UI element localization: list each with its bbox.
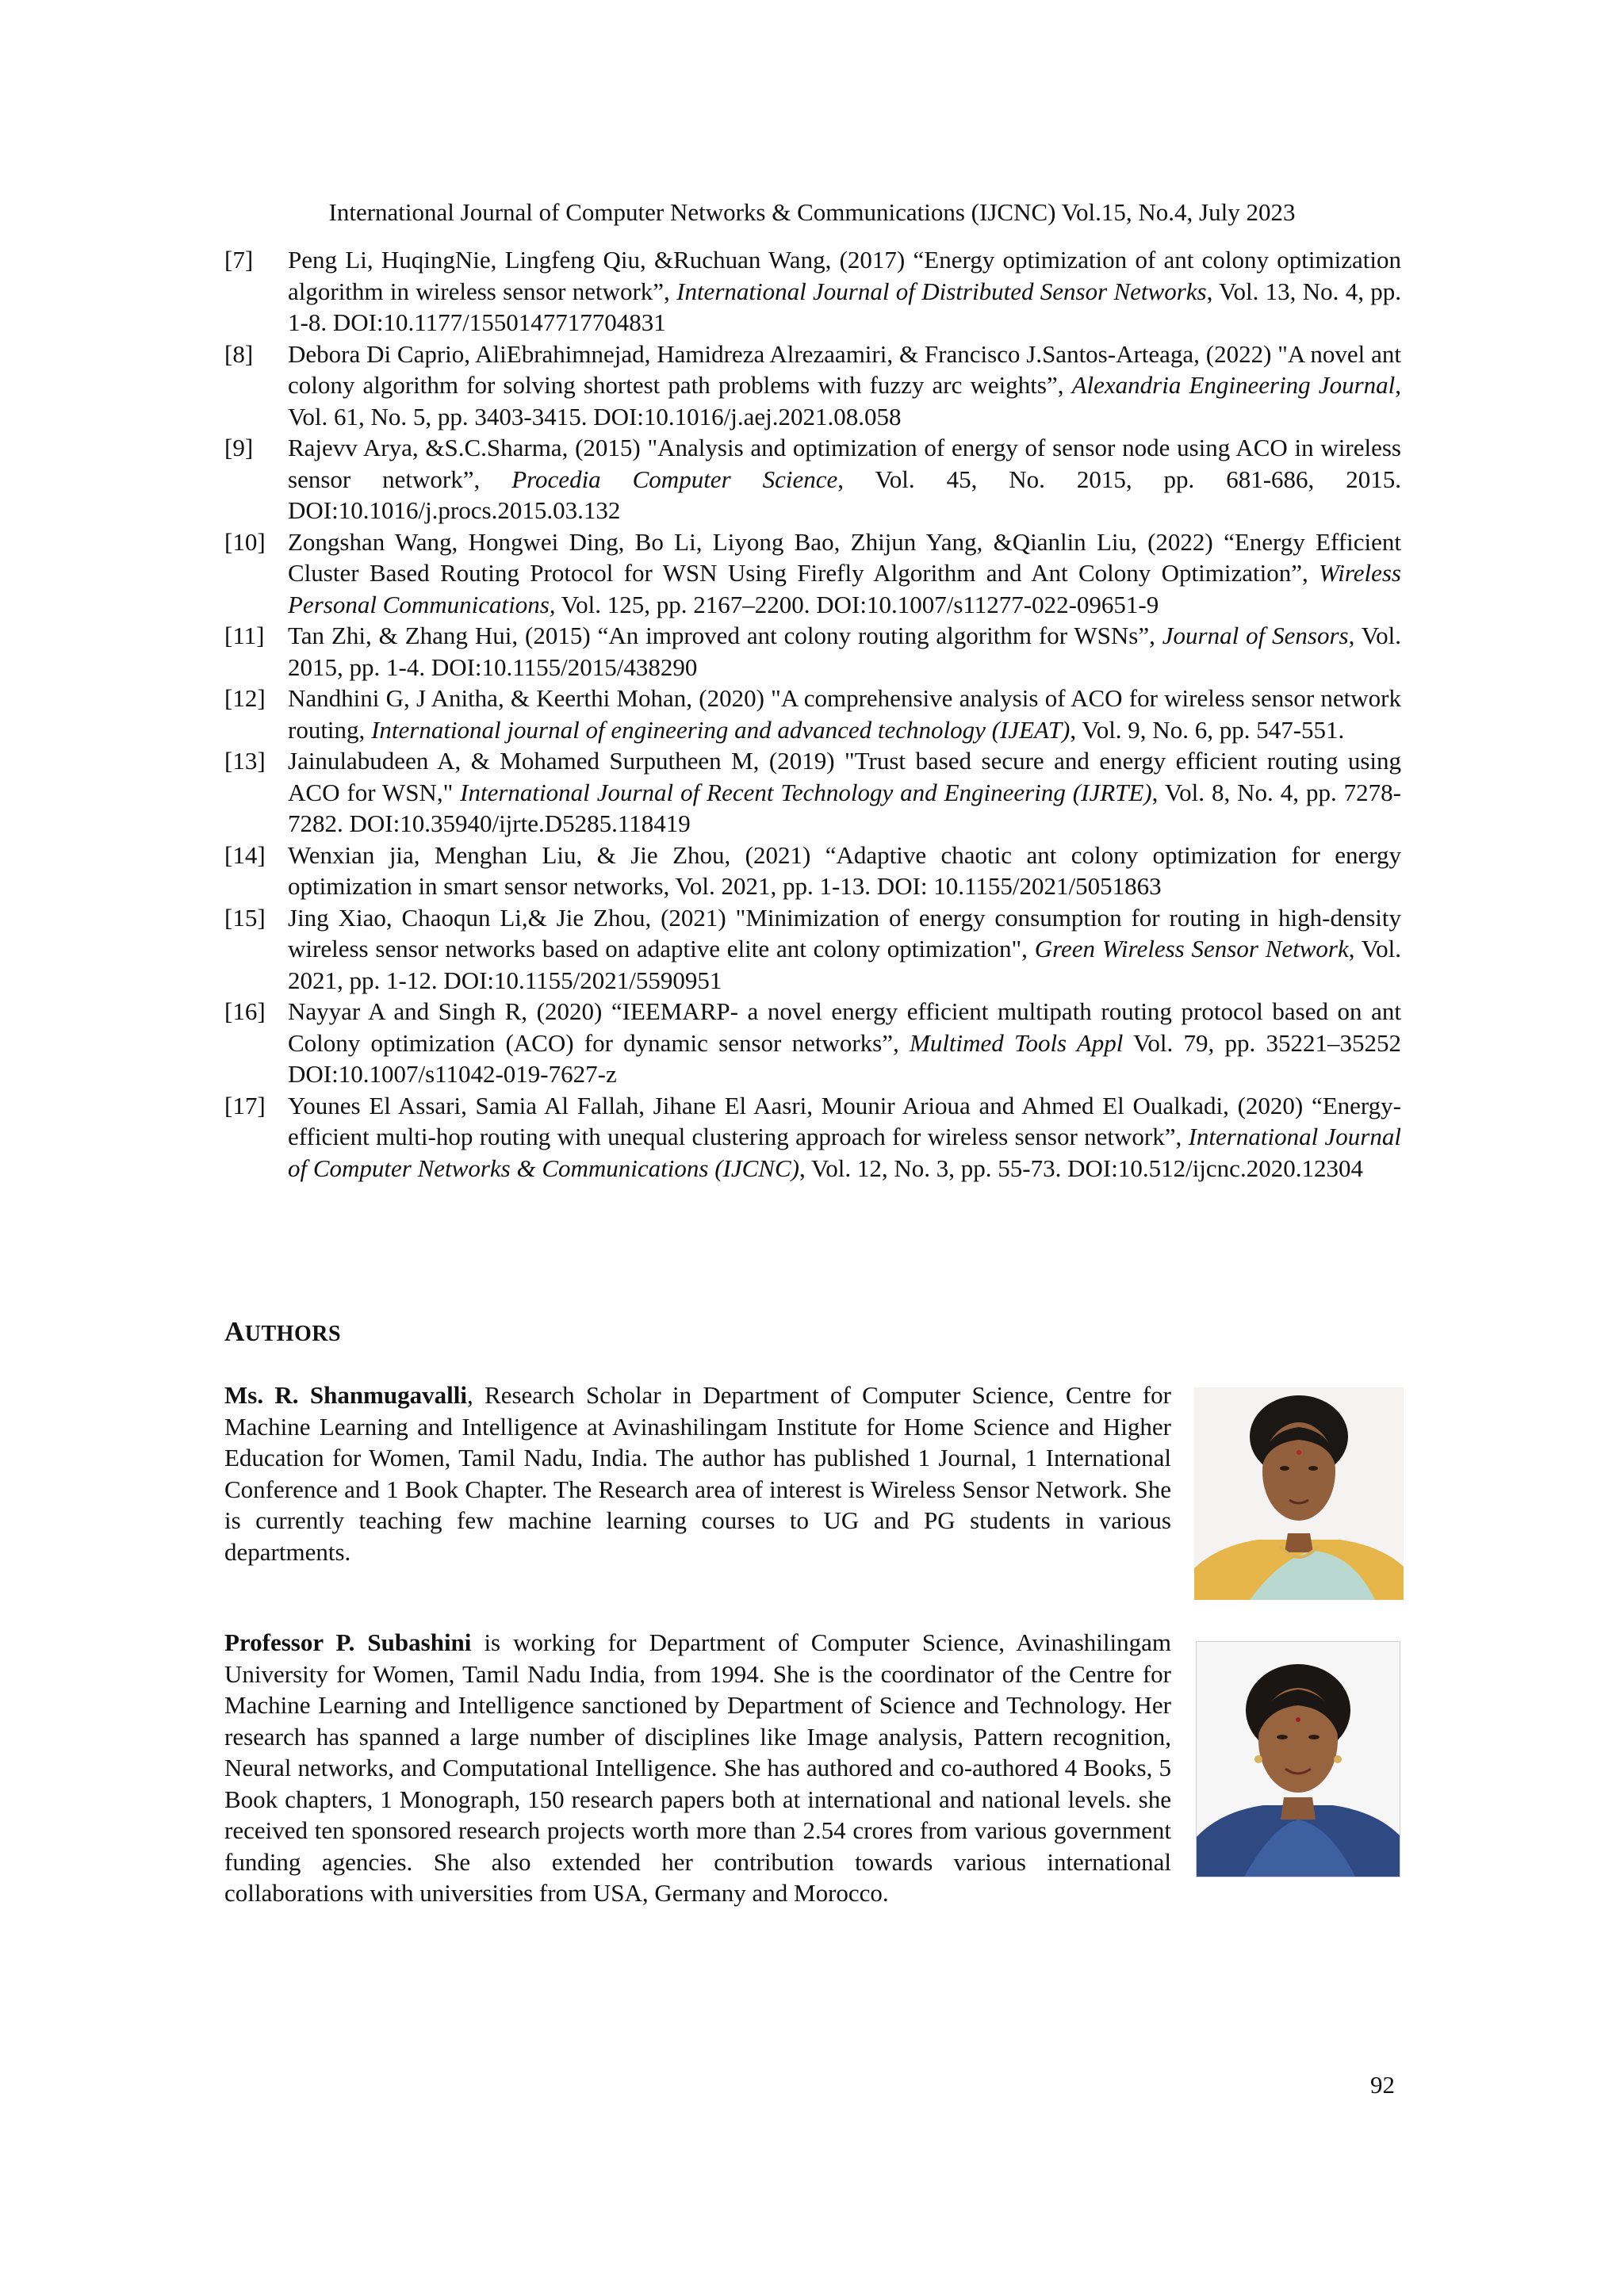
- reference-item: [224, 1090, 1401, 1184]
- reference-item: [224, 432, 1401, 526]
- authors-heading-initial: A: [224, 1316, 245, 1347]
- reference-text: Wenxian jia, Menghan Liu, & Jie Zhou, (2021) “Adaptive chaotic ant colony optimization for energy optimization in smart sensor networks, Vol. 2021, pp. 1-13. DOI: 10.1155/2021/5051863: [288, 840, 1401, 900]
- reference-number: [15]: [224, 903, 266, 932]
- reference-item: [224, 745, 1401, 840]
- author-name: Ms. R. Shanmugavalli: [224, 1381, 467, 1409]
- reference-item: [224, 996, 1401, 1090]
- authors-heading-rest: UTHORS: [244, 1322, 342, 1346]
- author-bio-text: , Research Scholar in Department of Computer Science, Centre for Machine Learning and Intelligence at Avinashilingam Institute for Home Science and Higher Education for Women, Tamil Nadu, India. The author has published 1 Journal, 1 International Conference and 1 Book Chapter. The Research area of interest is Wireless Sensor Network. She is currently teaching few machine learning courses to UG and PG students in various departments.: [224, 1381, 1171, 1566]
- reference-text: Younes El Assari, Samia Al Fallah, Jihane El Aasri, Mounir Arioua and Ahmed El Oualkadi, (2020) “Energy-efficient multi-hop routing with unequal clustering approach for wireless sensor network”,: [288, 1091, 1401, 1150]
- reference-text: Debora Di Caprio, AliEbrahimnejad, Hamidreza Alrezaamiri, & Francisco J.Santos-Arteaga, (2022) "A novel ant colony algorithm for solving shortest path problems with fuzzy arc weights”,: [288, 339, 1401, 399]
- reference-text: Nayyar A and Singh R, (2020) “IEEMARP- a novel energy efficient multipath routing protocol based on ant Colony optimization (ACO) for dynamic sensor networks”,: [288, 997, 1401, 1057]
- reference-item: [224, 902, 1401, 997]
- reference-text: Rajevv Arya, &S.C.Sharma, (2015) "Analysis and optimization of energy of sensor node using ACO in wireless sensor network”,: [288, 434, 1401, 493]
- author-portrait-2: [1197, 1642, 1400, 1877]
- reference-details: , Vol. 8, No. 4, pp. 7278-7282. DOI:10.35940/ijrte.D5285.118419: [288, 778, 1401, 837]
- reference-number: [16]: [224, 997, 266, 1025]
- reference-journal: Alexandria Engineering Journal: [1071, 371, 1396, 399]
- reference-number: [10]: [224, 527, 266, 556]
- reference-journal: Multimed Tools Appl: [910, 1028, 1124, 1057]
- reference-journal: Journal of Sensors: [1162, 622, 1349, 649]
- reference-number: [17]: [224, 1091, 266, 1119]
- reference-text: Peng Li, HuqingNie, Lingfeng Qiu, &Ruchuan Wang, (2017) “Energy optimization of ant colony optimization algorithm in wireless sensor network”,: [288, 246, 1401, 305]
- reference-number: [13]: [224, 747, 266, 775]
- reference-details: , Vol. 45, No. 2015, pp. 681-686, 2015. DOI:10.1016/j.procs.2015.03.132: [288, 465, 1402, 524]
- reference-text: Tan Zhi, & Zhang Hui, (2015) “An improved ant colony routing algorithm for WSNs”,: [288, 622, 1162, 649]
- reference-journal: Procedia Computer Science: [511, 465, 838, 493]
- reference-number: [8]: [224, 339, 254, 368]
- reference-item: [224, 526, 1401, 621]
- reference-details: , Vol. 12, No. 3, pp. 55-73. DOI:10.512/ijcnc.2020.12304: [799, 1154, 1363, 1182]
- reference-journal: International Journal of Computer Networks & Communications (IJCNC): [288, 1123, 1401, 1182]
- author-portrait-1: [1194, 1387, 1404, 1600]
- reference-item: [224, 244, 1401, 339]
- page-number: 92: [1370, 2071, 1395, 2099]
- reference-number: [14]: [224, 840, 266, 869]
- reference-details: Vol. 125, pp. 2167–2200. DOI:10.1007/s11277-022-09651-9: [555, 590, 1159, 618]
- reference-text: Nandhini G, J Anitha, & Keerthi Mohan, (2020) "A comprehensive analysis of ACO for wireless sensor network routing,: [288, 684, 1401, 744]
- reference-details: , Vol. 2021, pp. 1-12. DOI:10.1155/2021/5590951: [288, 935, 1401, 994]
- authors-heading: [224, 1316, 341, 1348]
- reference-details: , Vol. 9, No. 6, pp. 547-551.: [1070, 715, 1345, 744]
- reference-number: [12]: [224, 684, 266, 712]
- reference-journal: International Journal of Distributed Sensor Networks: [676, 277, 1207, 305]
- reference-item: [224, 683, 1401, 745]
- reference-item: [224, 840, 1401, 902]
- author-photo-1: [1194, 1387, 1404, 1600]
- reference-number: [11]: [224, 622, 265, 649]
- reference-number: [9]: [224, 434, 254, 461]
- reference-item: [224, 339, 1401, 433]
- reference-text: Jing Xiao, Chaoqun Li,& Jie Zhou, (2021) "Minimization of energy consumption for routing in high-density wireless sensor networks based on adaptive elite ant colony optimization",: [288, 903, 1401, 962]
- reference-text: Zongshan Wang, Hongwei Ding, Bo Li, Liyong Bao, Zhijun Yang, &Qianlin Liu, (2022) “Energy Efficient Cluster Based Routing Protocol for WSN Using Firefly Algorithm and Ant Colony Optimization”,: [288, 527, 1401, 587]
- reference-details: Vol. 79, pp. 35221–35252 DOI:10.1007/s11042-019-7627-z: [288, 1028, 1401, 1088]
- reference-journal: Green Wireless Sensor Network: [1034, 935, 1349, 962]
- reference-journal: Wireless Personal Communications,: [288, 559, 1401, 618]
- reference-details: , Vol. 13, No. 4, pp. 1-8. DOI:10.1177/1550147717704831: [288, 277, 1402, 336]
- reference-number: [7]: [224, 246, 254, 274]
- reference-text: Jainulabudeen A, & Mohamed Surputheen M, (2019) "Trust based secure and energy efficient routing using ACO for WSN,": [288, 747, 1401, 806]
- running-header: International Journal of Computer Networks & Communications (IJCNC) Vol.15, No.4, July 2023: [328, 198, 1296, 226]
- author-name: Professor P. Subashini: [224, 1628, 472, 1656]
- author-photo-2: [1196, 1641, 1400, 1877]
- reference-details: , Vol. 61, No. 5, pp. 3403-3415. DOI:10.1016/j.aej.2021.08.058: [288, 371, 1401, 430]
- reference-journal: International journal of engineering and advanced technology (IJEAT): [371, 715, 1071, 744]
- reference-details: , Vol. 2015, pp. 1-4. DOI:10.1155/2015/438290: [288, 622, 1401, 681]
- author-bio-text: is working for Department of Computer Science, Avinashilingam University for Women, Tamil Nadu India, from 1994. She is the coordinator of the Centre for Machine Learning and Intelligence sanctioned by Department of Science and Technology. Her research has spanned a large number of disciplines like Image analysis, Pattern recognition, Neural networks, and Computational Intelligence. She has authored and co-authored 4 Books, 5 Book chapters, 1 Monograph, 150 research papers both at international and national levels. she received ten sponsored research projects worth more than 2.54 crores from various government funding agencies. She also extended her contribution towards various international collaborations with universities from USA, Germany and Morocco.: [224, 1628, 1171, 1907]
- reference-list: [224, 244, 1401, 1184]
- reference-item: [224, 620, 1401, 683]
- author-bio-1: [224, 1380, 1171, 1567]
- reference-journal: International Journal of Recent Technology and Engineering (IJRTE): [460, 778, 1152, 806]
